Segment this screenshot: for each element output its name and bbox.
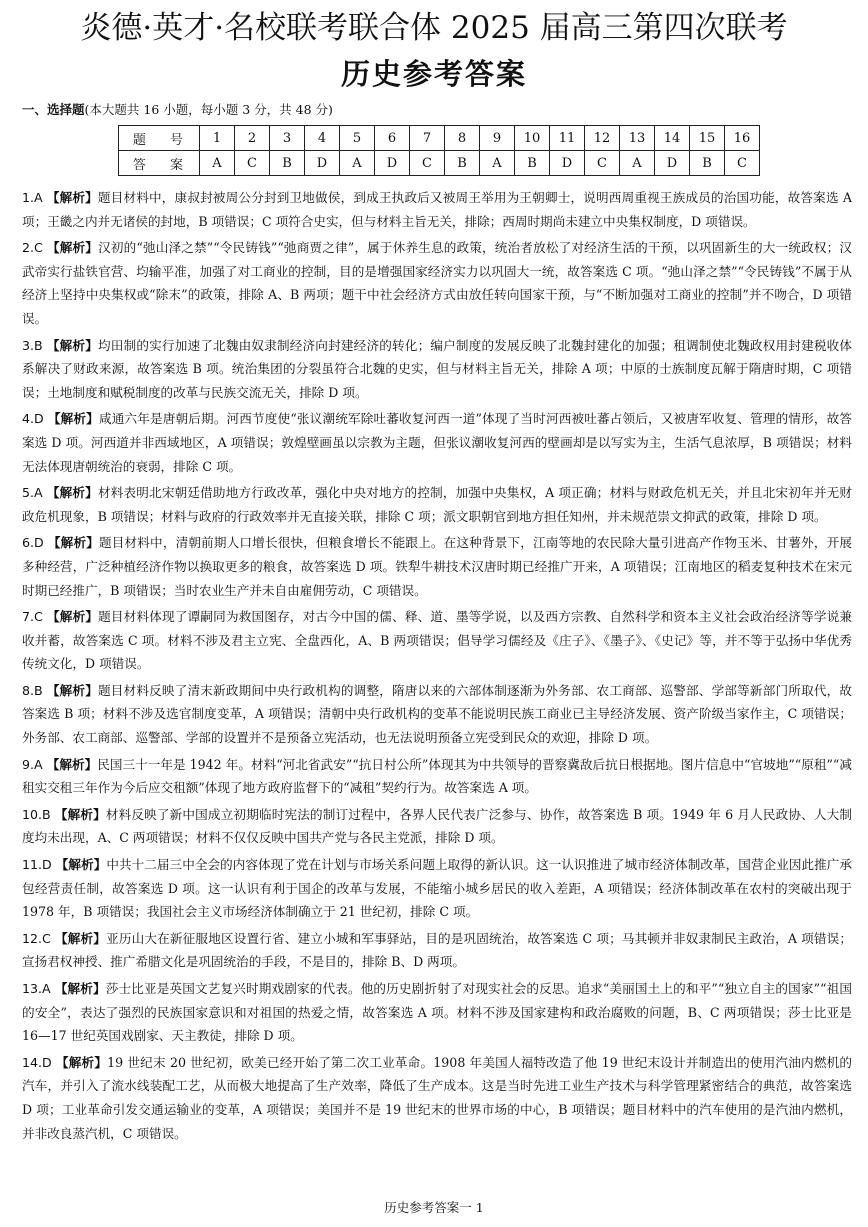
list-item <box>22 605 852 676</box>
item-text: 19 世纪末 20 世纪初，欧美已经开始了第二次工业革命。1908 年美国人福特改造了他 19 世纪末设计并制造出的使用汽油内燃机的汽车，并引入了流水线装配工艺，从而极大地提高了生产效率，降低了生产成本。这是当时先进工业生产技术与科学管理紧密结合的典范，故答案选 D 项；工业革命引发交通运输业的变革，A 项错误；美国并不是 19 世纪末的世界市场的中心，B 项错误；题目材料中的汽车使用的是汽油内燃机，并非改良蒸汽机，C 项错误。 <box>22 1054 853 1141</box>
item-number: 14.D <box>22 1054 52 1070</box>
item-tag: 【解析】 <box>47 535 99 551</box>
table-cell: 8 <box>445 126 480 151</box>
item-tag: 【解析】 <box>55 930 107 946</box>
table-cell: 5 <box>340 126 375 151</box>
item-tag: 【解析】 <box>54 806 106 822</box>
item-number: 7.C <box>22 609 43 625</box>
table-cell: 16 <box>725 126 760 151</box>
list-item <box>22 407 852 478</box>
table-cell: B <box>690 151 725 176</box>
item-number: 11.D <box>22 857 52 873</box>
item-number: 3.B <box>22 337 43 353</box>
table-cell: 11 <box>550 126 585 151</box>
table-cell: D <box>550 151 585 176</box>
table-cell: 2 <box>235 126 270 151</box>
list-item <box>22 803 852 850</box>
table-cell: A <box>620 151 655 176</box>
table-cell: 9 <box>480 126 515 151</box>
list-item <box>22 977 852 1048</box>
table-cell: 3 <box>270 126 305 151</box>
item-tag: 【解析】 <box>46 756 98 772</box>
list-item <box>22 531 852 602</box>
item-tag: 【解析】 <box>54 981 106 996</box>
section-heading <box>22 101 333 119</box>
item-text: 中共十二届三中全会的内容体现了党在计划与市场关系问题上取得的新认识。这一认识推进了城市经济体制改革，国营企业因此推广承包经营责任制，故答案选 D 项。这一认识有利于国企的改革与发展，不能缩小城乡居民的收入差距，A 项错误；经济体制改革在农村的突破出现于 1978 年，B 项错误；我国社会主义市场经济体制确立于 21 世纪初，排除 C 项。 <box>22 857 853 920</box>
page-subtitle: 历史参考答案 <box>340 57 527 91</box>
item-text: 题目材料中，康叔封被周公分封到卫地做侯，到成王执政后又被周王举用为王朝卿士，说明西周重视王族成员的治国功能，故答案选 A 项；王畿之内并无诸侯的封地，B 项错误；C 项符合史实，但与材料主旨无关，排除；西周时期尚未建立中央集权制度，D 项错误。 <box>22 190 852 229</box>
answer-table <box>118 125 760 176</box>
table-cell: B <box>270 151 305 176</box>
section-note: (本大题共 16 小题，每小题 3 分，共 48 分) <box>84 102 333 117</box>
item-tag: 【解析】 <box>47 240 99 256</box>
list-item <box>22 753 852 800</box>
table-cell: 1 <box>200 126 235 151</box>
item-text: 材料表明北宋朝廷借助地方行政改革，强化中央对地方的控制，加强中央集权，A 项正确；材料与财政危机无关，并且北宋初年并无财政危机现象，B 项错误；材料与政府的行政效率并无直接关联，排除 C 项；派文职朝官到地方担任知州，并未规范崇文抑武的政策，排除 D 项。 <box>22 485 852 524</box>
item-number: 1.A <box>22 190 43 205</box>
answer-table-answer-row <box>119 151 760 176</box>
item-tag: 【解析】 <box>46 682 98 698</box>
item-number: 2.C <box>22 240 43 256</box>
item-number: 13.A <box>22 981 51 996</box>
table-cell: C <box>410 151 445 176</box>
table-cell: A <box>480 151 515 176</box>
list-item <box>22 853 852 924</box>
table-cell: 15 <box>690 126 725 151</box>
explanation-list <box>22 186 852 1148</box>
item-text: 题目材料中，清朝前期人口增长很快，但粮食增长不能跟上。在这种背景下，江南等地的农民除大量引进高产作物玉米、甘薯外，开展多种经营，广泛种植经济作物以换取更多的粮食，故答案选 D 项。铁犁牛耕技术汉唐时期已经推广开来，A 项错误；江南地区的稻麦复种技术在宋元时期已经推广，B 项错误；当时农业生产并未自由雇佣劳动，C 项错误。 <box>22 535 853 598</box>
item-text: 均田制的实行加速了北魏由奴隶制经济向封建经济的转化；编户制度的发展反映了北魏封建化的加强；租调制使北魏政权用封建税收体系解决了财政来源，故答案选 B 项。统治集团的分裂虽符合北魏的史实，但与材料主旨无关，排除 A 项；中原的士族制度瓦解于隋唐时期，C 项错误；土地制度和赋税制度的改革与民族交流无关，排除 D 项。 <box>22 337 853 400</box>
list-item <box>22 481 852 528</box>
item-number: 4.D <box>22 411 44 427</box>
table-cell: A <box>200 151 235 176</box>
table-cell: 14 <box>655 126 690 151</box>
table-cell: 10 <box>515 126 550 151</box>
item-number: 5.A <box>22 485 43 501</box>
item-text: 亚历山大在新征服地区设置行省、建立小城和军事驿站，目的是巩固统治，故答案选 C 项；马其顿并非奴隶制民主政治，A 项错误；宣扬君权神授、推广希腊文化是巩固统治的手段，不是目的，排除 B、D 两项。 <box>22 930 852 970</box>
item-text: 莎士比亚是英国文艺复兴时期戏剧家的代表。他的历史剧折射了对现实社会的反思。追求“美丽国土上的和平”“独立自主的国家”“祖国的安全”，表达了强烈的民族国家意识和对祖国的热爱之情，故答案选 A 项。材料不涉及国家建构和政治腐败的问题，B、C 两项错误；莎士比亚是 16—17 世纪英国戏剧家、天主教徒，排除 D 项。 <box>22 981 852 1044</box>
item-number: 12.C <box>22 930 51 946</box>
item-number: 6.D <box>22 535 44 551</box>
item-tag: 【解析】 <box>46 190 98 205</box>
section-label: 一、选择题 <box>22 102 85 117</box>
table-cell: 6 <box>375 126 410 151</box>
item-number: 8.B <box>22 682 43 698</box>
item-tag: 【解析】 <box>47 411 99 427</box>
answer-table-number-row <box>119 126 760 151</box>
page-title: 炎德·英才·名校联考联合体 2025 届高三第四次联考 <box>80 10 788 46</box>
item-text: 题目材料反映了清末新政期间中央行政机构的调整，隋唐以来的六部体制逐渐为外务部、农工商部、巡警部、学部等新部门所取代，故答案选 B 项；材料不涉及选官制度变革，A 项错误；清朝中央行政机构的变革不能说明民族工商业已主导经济发展、资产阶级当家作主，C 项错误；外务部、农工商部、巡警部、学部的设置并不是预备立宪活动，也无法说明预备立宪受到民众的欢迎，排除 D 项。 <box>22 682 853 746</box>
table-cell: 7 <box>410 126 445 151</box>
item-number: 9.A <box>22 756 43 772</box>
table-cell: 13 <box>620 126 655 151</box>
list-item <box>22 679 852 750</box>
table-cell: C <box>235 151 270 176</box>
table-cell: B <box>515 151 550 176</box>
table-cell: 12 <box>585 126 620 151</box>
table-cell: D <box>655 151 690 176</box>
table-cell: B <box>445 151 480 176</box>
page-footer: 历史参考答案一 1 <box>384 1200 484 1215</box>
table-cell: C <box>725 151 760 176</box>
item-tag: 【解析】 <box>55 857 107 873</box>
list-item <box>22 186 852 233</box>
item-text: 汉初的“弛山泽之禁”“令民铸钱”“弛商贾之律”，属于休养生息的政策，统治者放松了对经济生活的干预，以巩固新生的大一统政权；汉武帝实行盐铁官营、均输平准，加强了对工商业的控制，目的是增强国家经济实力以巩固大一统，故答案选 C 项。“弛山泽之禁”“令民铸钱”不属于从经济上坚持中央集权或“除末”的政策，排除 A、B 两项；题干中社会经济方式由放任转向国家干预，与“不断加强对工商业的控制”并不吻合，D 项错误。 <box>22 240 852 326</box>
item-text: 民国三十一年是 1942 年。材料“河北省武安”“抗日村公所”体现其为中共领导的晋察冀敌后抗日根据地。图片信息中“官坡地”“原租”“减租实交租三年作为今后应交租额”体现了地方政府监督下的“减租”契约行为。故答案选 A 项。 <box>22 756 852 796</box>
item-tag: 【解析】 <box>46 337 98 353</box>
list-item <box>22 927 852 974</box>
item-number: 10.B <box>22 806 51 822</box>
list-item <box>22 236 852 330</box>
table-cell: A <box>340 151 375 176</box>
list-item <box>22 1051 852 1145</box>
item-text: 材料反映了新中国成立初期临时宪法的制订过程中，各界人民代表广泛参与、协作，故答案选 B 项。1949 年 6 月人民政协、人大制度均未出现，A、C 两项错误；材料不仅仅反映中国共产党与各民主党派，排除 D 项。 <box>22 806 852 846</box>
row-label-answer: 答 案 <box>119 151 200 176</box>
item-tag: 【解析】 <box>55 1054 108 1070</box>
table-cell: 4 <box>305 126 340 151</box>
item-tag: 【解析】 <box>47 609 99 625</box>
item-text: 题目材料体现了谭嗣同为救国图存，对古今中国的儒、释、道、墨等学说，以及西方宗教、自然科学和资本主义社会政治经济等学说兼收并蓄，故答案选 C 项。材料不涉及君主立宪、全盘西化，A、B 两项错误；倡导学习儒经及《庄子》、《墨子》、《史记》等，并不等于弘扬中华优秀传统文化，D 项错误。 <box>22 609 853 672</box>
item-tag: 【解析】 <box>46 485 98 501</box>
item-text: 咸通六年是唐朝后期。河西节度使“张议潮统军除吐蕃收复河西一道”体现了当时河西被吐蕃占领后，又被唐军收复、管理的情形，故答案选 D 项。河西道并非西域地区，A 项错误；敦煌壁画虽以宗教为主题，但张议潮收复河西的壁画却是以写实为主，生活气息浓厚，B 项错误；材料无法体现唐朝统治的衰弱，排除 C 项。 <box>22 411 852 474</box>
table-cell: D <box>305 151 340 176</box>
row-label-number: 题 号 <box>119 126 200 151</box>
list-item <box>22 334 852 405</box>
table-cell: C <box>585 151 620 176</box>
table-cell: D <box>375 151 410 176</box>
